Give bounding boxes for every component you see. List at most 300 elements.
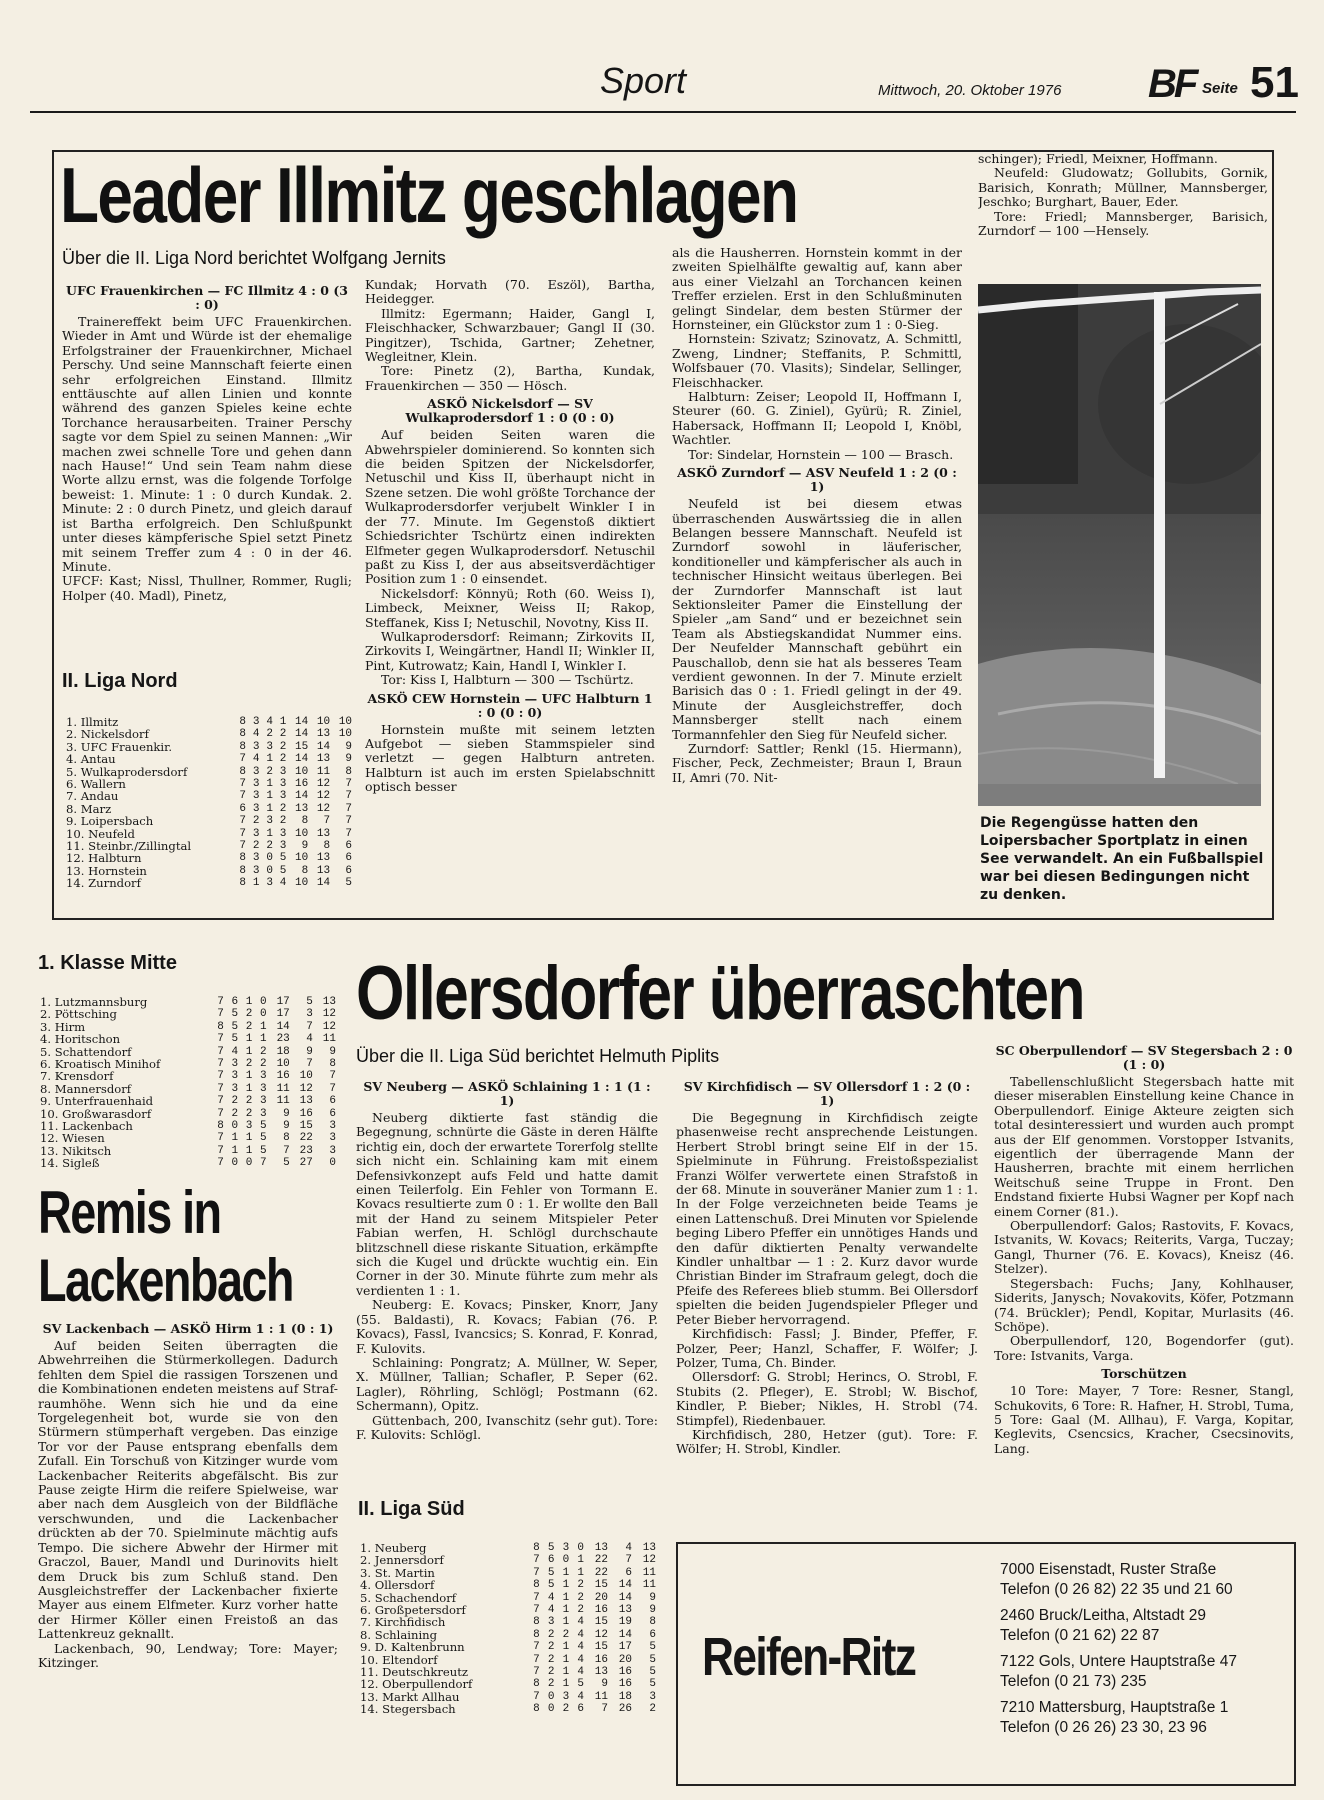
- table-row: [66, 790, 352, 802]
- sued-column-2: [676, 1076, 978, 1538]
- stat-cell: 11: [642, 1566, 656, 1579]
- page-header: [30, 60, 1300, 110]
- byline-sued: Über die II. Liga Süd berichtet Helmuth Piplits: [356, 1046, 720, 1066]
- stat-cell: 11: [276, 1095, 290, 1108]
- team-name: 3. St. Martin: [360, 1565, 435, 1580]
- table-row: [40, 1157, 336, 1169]
- ad-location-1: [1000, 1560, 1290, 1600]
- stat-cell: 3: [260, 1082, 267, 1095]
- ad-address: 2460 Bruck/Leitha, Altstadt 29: [1000, 1607, 1206, 1624]
- paragraph: Hornstein mußte mit seinem letzten Aufgebot — sieben Stammspieler sind verletzt — gegen Halbturn antreten. Halbturn ist auch im ersten Spielabschnitt optisch besser: [365, 721, 655, 795]
- team-name: 14. Zurndorf: [66, 876, 141, 891]
- match-heading: SV Kirchfidisch — SV Ollersdorf 1 : 2 (0 : 1): [683, 1079, 971, 1108]
- team-name: 7. Kirchfidisch: [360, 1615, 446, 1630]
- stat-cell: 3: [252, 802, 260, 815]
- stat-cell: 13: [316, 827, 331, 840]
- stat-cell: 4: [306, 1033, 313, 1046]
- stat-cell: 0: [329, 1157, 336, 1170]
- stat-cell: 13: [295, 802, 309, 815]
- paragraph: Trainereffekt beim UFC Frauenkirchen. Wieder in Amt und Würde ist der ehemalige Erfolgstrainer der Frauenkirchner, Michael Perschy. Und seine Mannschaft feierte einen sehr erfolgreichen Einstand. Illmitz enttäuschte auf allen Linien und konnte während des ganzen Spieles keine echte Torchance herausarbeiten. Trainer Perschy sagte vor dem Spiel zu seinen Mannen: „Wir machen zwei schnelle Tore und gehen dann nach Hause!“ Und sein Team nahm diese Worte allzu ernst, was die folgende Torfolge beweist: 1. Minute: 1 : 0 durch Kundak. 2. Minute: 2 : 0 durch Pinetz, und gleich darauf ist Bartha erfolgreich. Den Schlußpunkt unter dieses kämpferische Spiel setzt Pinetz mit seinem Treffer zum 4 : 0 in der 46. Minute.: [62, 314, 352, 574]
- stat-cell: 7: [239, 778, 246, 791]
- paragraph: Ollersdorf: G. Strobl; Herincs, O. Strobl, F. Stubits (2. Pfleger), E. Strobl; W. Bischof, Kindler, P. Bieber; Nikles, H. Strobl (74. Stimpfel), Riedenbauer.: [676, 1369, 978, 1428]
- stat-cell: 8: [301, 815, 309, 828]
- stat-cell: 17: [618, 1641, 632, 1654]
- team-name: 6. Großpetersdorf: [360, 1603, 466, 1618]
- stat-cell: 8: [217, 1120, 224, 1133]
- stat-cell: 2: [279, 740, 287, 753]
- stat-cell: 18: [276, 1045, 290, 1058]
- stat-cell: 4: [577, 1653, 585, 1666]
- stat-cell: 15: [295, 740, 309, 753]
- team-name: 14. Stegersbach: [360, 1702, 456, 1717]
- match-heading: ASKÖ Zurndorf — ASV Neufeld 1 : 2 (0 : 1): [677, 465, 957, 495]
- stat-cell: 1: [231, 1132, 239, 1145]
- issue-date: Mittwoch, 20. Oktober 1976: [878, 82, 1062, 99]
- stat-cell: 8: [239, 716, 246, 728]
- stat-cell: 7: [533, 1604, 540, 1617]
- stat-cell: 12: [322, 1008, 336, 1021]
- stat-cell: 3: [260, 1070, 267, 1083]
- newspaper-logo: BF: [1148, 62, 1196, 106]
- stat-cell: 4: [577, 1628, 585, 1641]
- paragraph: schinger); Friedl, Meixner, Hoffmann.: [978, 152, 1218, 166]
- ad-address: 7210 Mattersburg, Hauptstraße 1: [1000, 1699, 1229, 1716]
- stat-cell: 2: [231, 1107, 239, 1120]
- team-name: 9. D. Kaltenbrunn: [360, 1640, 465, 1655]
- ad-phone: Telefon (0 21 73) 235: [1000, 1673, 1147, 1690]
- stat-cell: 3: [252, 778, 260, 791]
- stat-cell: 1: [562, 1678, 570, 1691]
- match-heading: SV Lackenbach — ASKÖ Hirm 1 : 1 (0 : 1): [42, 1321, 334, 1336]
- stat-cell: 3: [279, 827, 287, 840]
- stat-cell: 1: [245, 1082, 253, 1095]
- stat-cell: 1: [245, 1070, 253, 1083]
- stat-cell: 7: [239, 827, 246, 840]
- team-name: 2. Jennersdorf: [360, 1553, 444, 1568]
- ad-phone: Telefon (0 21 62) 22 87: [1000, 1627, 1160, 1644]
- stat-cell: 14: [316, 740, 331, 753]
- stat-cell: 10: [295, 852, 309, 865]
- stat-cell: 2: [266, 765, 273, 778]
- stat-cell: 9: [329, 1045, 336, 1058]
- team-name: 10. Neufeld: [66, 826, 135, 841]
- team-name: 8. Schlaining: [360, 1627, 438, 1642]
- nord-column-4: [978, 152, 1268, 278]
- stat-cell: 6: [345, 840, 352, 853]
- stat-cell: 13: [322, 996, 336, 1008]
- paragraph: Tor: Sindelar, Hornstein — 100 — Brasch.: [688, 446, 954, 462]
- team-name: 13. Nikitsch: [40, 1143, 112, 1158]
- team-name: 3. Hirm: [40, 1019, 86, 1034]
- stat-cell: 6: [239, 802, 246, 815]
- stat-cell: 12: [642, 1554, 656, 1567]
- team-name: 11. Deutschkreutz: [360, 1665, 468, 1680]
- stat-cell: 10: [276, 1058, 290, 1071]
- stat-cell: 2: [279, 802, 287, 815]
- stat-cell: 2: [245, 1008, 253, 1021]
- stat-cell: 5: [306, 996, 313, 1008]
- stat-cell: 17: [276, 1008, 290, 1021]
- ad-location-4: [1000, 1698, 1290, 1738]
- team-name: 4. Ollersdorf: [360, 1578, 435, 1593]
- stat-cell: 3: [279, 765, 287, 778]
- stat-cell: 5: [260, 1132, 267, 1145]
- stat-cell: 5: [547, 1566, 555, 1579]
- stat-cell: 4: [577, 1690, 585, 1703]
- stat-cell: 22: [299, 1132, 313, 1145]
- headline-remis-line2: Lackenbach: [38, 1247, 293, 1314]
- stat-cell: 5: [577, 1678, 585, 1691]
- stat-cell: 1: [245, 996, 253, 1008]
- stat-cell: 4: [577, 1641, 585, 1654]
- stat-cell: 6: [649, 1628, 656, 1641]
- stat-cell: 8: [533, 1703, 540, 1716]
- team-name: 9. Unterfrauenhaid: [40, 1094, 154, 1109]
- stat-cell: 1: [562, 1666, 570, 1679]
- paragraph: Nickelsdorf: Könnyü; Roth (60. Weiss I), Limbeck, Meixner, Weiss II; Rakop, Steffanek, Kiss I; Netuschil, Novotny, Kiss II.: [365, 585, 655, 630]
- stat-cell: 7: [533, 1554, 540, 1567]
- paragraph: Neuberg: E. Kovacs; Pinsker, Knorr, Jany (55. Baldasti), R. Kovacs; Fabian (76. P. Kovacs), Fassl, Ivancsics; S. Konrad, F. Konrad, F. Kulovits.: [356, 1297, 658, 1356]
- header-rule: [30, 111, 1296, 113]
- team-name: 1. Neuberg: [360, 1541, 427, 1555]
- stat-cell: 4: [577, 1616, 585, 1629]
- stat-cell: 10: [295, 765, 309, 778]
- stat-cell: 6: [345, 852, 352, 865]
- stat-cell: 6: [577, 1703, 585, 1716]
- stat-cell: 10: [316, 716, 331, 728]
- stat-cell: 0: [231, 1157, 239, 1170]
- stat-cell: 11: [642, 1579, 656, 1592]
- ad-brand: Reifen-Ritz: [702, 1627, 916, 1687]
- paragraph: Lackenbach, 90, Lendway; Tore: Mayer; Kitzinger.: [38, 1640, 338, 1670]
- table-row: [40, 1008, 336, 1020]
- paragraph: Neuberg diktierte fast ständig die Begegnung, schnürte die Gäste in deren Hälfte richtig ein, doch der erwartete Torerfolg stellte sich nicht ein. Schlaining kam mit einem Defensivkonzept aufs Feld und hatte damit einen Teilerfolg. Ein Fehler von Tormann E. Kovacs resultierte zum 0 : 1. Er wollte den Ball mit der Hand zu seinem Mitspieler Peter Fabian werfen, H. Schlögl durchschaute blitzschnell diese riskante Situation, erkämpfte sich die Kugel und drückte wuchtig ein. Ein Corner in der 30. Minute führte zum mehr als verdienten 1 : 1.: [356, 1110, 658, 1298]
- headline-remis-line1: Remis in: [38, 1179, 221, 1246]
- table-row: [360, 1554, 656, 1566]
- match-heading: SC Oberpullendorf — SV Stegersbach 2 : 0 (1 : 0): [995, 1043, 1293, 1072]
- stat-cell: 3: [231, 1082, 239, 1095]
- team-name: 3. UFC Frauenkir.: [66, 739, 173, 754]
- stat-cell: 7: [217, 996, 224, 1008]
- team-name: 4. Horitschon: [40, 1032, 121, 1047]
- stat-cell: 8: [329, 1058, 336, 1071]
- stat-cell: 8: [239, 852, 246, 865]
- stat-cell: 14: [618, 1628, 632, 1641]
- stat-cell: 8: [533, 1628, 540, 1641]
- stat-cell: 9: [283, 1120, 290, 1133]
- team-name: 11. Steinbr./Zillingtal: [66, 839, 192, 854]
- stat-cell: 15: [299, 1120, 313, 1133]
- stat-cell: 2: [279, 753, 287, 766]
- stat-cell: 1: [245, 1144, 253, 1157]
- stat-cell: 9: [345, 740, 352, 753]
- stat-cell: 9: [306, 1045, 313, 1058]
- stat-cell: 16: [276, 1070, 290, 1083]
- stat-cell: 2: [252, 815, 260, 828]
- stat-cell: 14: [295, 753, 309, 766]
- stat-cell: 7: [533, 1591, 540, 1604]
- stat-cell: 2: [245, 1107, 253, 1120]
- stat-cell: 7: [217, 1107, 224, 1120]
- stat-cell: 3: [649, 1690, 656, 1703]
- stat-cell: 7: [345, 827, 352, 840]
- paragraph: Oberpullendorf, 120, Bogendorfer (gut). Tore: Istvanits, Varga.: [994, 1333, 1294, 1363]
- stat-cell: 1: [245, 1033, 253, 1046]
- stat-cell: 5: [649, 1666, 656, 1679]
- stat-cell: 13: [299, 1095, 313, 1108]
- ad-address: 7122 Gols, Untere Hauptstraße 47: [1000, 1653, 1237, 1670]
- stat-cell: 7: [345, 778, 352, 791]
- stat-cell: 4: [547, 1591, 555, 1604]
- stat-cell: 7: [260, 1157, 267, 1170]
- stat-cell: 7: [217, 1132, 224, 1145]
- byline-nord: Über die II. Liga Nord berichtet Wolfgang Jernits: [62, 248, 446, 268]
- stat-cell: 3: [245, 1120, 253, 1133]
- stat-cell: 1: [562, 1616, 570, 1629]
- stat-cell: 0: [562, 1554, 570, 1567]
- paragraph: Schlaining: Pongratz; A. Müllner, W. Seper, X. Müllner, Tallian; Schafler, P. Seper (62. Lagler), Röhrling, Schlögl; Postmann (62. Schermann), Opitz.: [356, 1354, 658, 1414]
- team-name: 1. Illmitz: [66, 715, 119, 729]
- stat-cell: 13: [316, 728, 331, 741]
- stat-cell: 7: [306, 1020, 313, 1033]
- stat-cell: 7: [345, 802, 352, 815]
- stat-cell: 5: [260, 1120, 267, 1133]
- paragraph: Auf beiden Seiten überragten die Abwehrreihen die Stürmerkollegen. Dadurch fehlten dem Spiel die rassigen Torszenen und die Kombinationen endeten meistens auf Straf-raumhöhe. Wenn sich hie und da eine Torgelegenheit bot, wurde sie von den Stürmern stümperhaft vergeben. Das einzige Tor vor der Pause entsprang ebenfalls dem Zufall. Ein Torschuß von Kitzinger wurde vom Lackenbacher Reiterits abgefälscht. Bis zur Pause zeigte Hirm die reifere Spielweise, war aber nach dem Ausgleich von der Bildfläche verschwunden, und die Lackenbacher drückten ab der 70. Spielminute mächtig aufs Tempo. Die sichere Abwehr der Hirmer mit Graczol, Bauer, Mandl und Durinovits hielt dem Druck bis zum Schluß stand. Den Ausgleichstreffer der Lackenbacher fixierte Mayer aus einem Elfmeter. Kurz vorher hatte der Hirmer Köller einen Freistoß an das Lattenkreuz geknallt.: [38, 1338, 338, 1642]
- stat-cell: 8: [533, 1678, 540, 1691]
- stat-cell: 16: [299, 1107, 313, 1120]
- stat-cell: 1: [266, 827, 273, 840]
- stat-cell: 2: [547, 1653, 555, 1666]
- team-name: 5. Wulkaprodersdorf: [66, 764, 188, 779]
- team-name: 13. Hornstein: [66, 863, 147, 878]
- table-title-nord: II. Liga Nord: [62, 670, 178, 692]
- team-name: 12. Oberpullendorf: [360, 1677, 473, 1692]
- team-name: 12. Halbturn: [66, 851, 142, 866]
- stat-cell: 2: [260, 1045, 267, 1058]
- paragraph: Tore: Friedl; Mannsberger, Barisich, Zurndorf — 100 —Hensely.: [978, 208, 1268, 239]
- stat-cell: 22: [594, 1566, 608, 1579]
- stat-cell: 1: [562, 1653, 570, 1666]
- stat-cell: 3: [252, 790, 260, 803]
- team-name: 10. Eltendorf: [360, 1652, 438, 1667]
- stat-cell: 3: [329, 1144, 336, 1157]
- team-name: 1. Lutzmannsburg: [40, 995, 148, 1009]
- stat-cell: 8: [533, 1616, 540, 1629]
- stat-cell: 7: [217, 1082, 224, 1095]
- stat-cell: 12: [322, 1020, 336, 1033]
- stat-cell: 1: [252, 877, 260, 890]
- match-heading: ASKÖ Nickelsdorf — SV Wulkaprodersdorf 1 : 0 (0 : 0): [405, 396, 615, 426]
- stat-cell: 17: [276, 996, 290, 1008]
- stat-cell: 9: [649, 1604, 656, 1617]
- stat-cell: 0: [266, 864, 273, 877]
- stat-cell: 13: [594, 1542, 608, 1554]
- team-name: 14. Sigleß: [40, 1156, 100, 1171]
- stat-cell: 3: [266, 815, 273, 828]
- stat-cell: 5: [345, 877, 352, 890]
- stat-cell: 23: [276, 1033, 290, 1046]
- stat-cell: 11: [276, 1082, 290, 1095]
- stat-cell: 10: [295, 877, 309, 890]
- stat-cell: 3: [260, 1107, 267, 1120]
- stat-cell: 20: [594, 1591, 608, 1604]
- table-title-sued: II. Liga Süd: [358, 1498, 465, 1520]
- team-name: 5. Schattendorf: [40, 1044, 132, 1059]
- stat-cell: 0: [547, 1703, 555, 1716]
- stat-cell: 6: [345, 864, 352, 877]
- paragraph: Halbturn: Zeiser; Leopold II, Hoffmann I, Steurer (60. G. Ziniel), Gyürü; R. Ziniel, Habersack, Hoffmann II; Leopold I, Knöbl, Wachtler.: [672, 389, 962, 448]
- stat-cell: 14: [316, 877, 331, 890]
- stat-cell: 2: [279, 728, 287, 741]
- stat-cell: 2: [562, 1703, 570, 1716]
- paragraph: Kirchfidisch: Fassl; J. Binder, Pfeffer, F. Polzer, Peer; Hanzl, Schaffer, F. Wölfer; J. Polzer, Tuma, Ch. Binder.: [676, 1326, 978, 1370]
- stat-cell: 10: [295, 827, 309, 840]
- stat-cell: 7: [533, 1666, 540, 1679]
- stat-cell: 8: [533, 1542, 540, 1554]
- team-name: 7. Andau: [66, 789, 119, 804]
- match-heading: UFC Frauenkirchen — FC Illmitz 4 : 0 (3 : 0): [66, 283, 348, 312]
- ad-locations: [1000, 1560, 1290, 1738]
- stat-cell: 12: [316, 802, 331, 815]
- stat-cell: 9: [345, 753, 352, 766]
- stat-cell: 10: [338, 716, 352, 728]
- stat-cell: 8: [239, 728, 246, 741]
- stat-cell: 2: [266, 840, 273, 853]
- stat-cell: 1: [245, 1132, 253, 1145]
- stat-cell: 1: [577, 1566, 585, 1579]
- stat-cell: 3: [329, 1120, 336, 1133]
- stat-cell: 7: [239, 753, 246, 766]
- stat-cell: 2: [547, 1628, 555, 1641]
- photo-graphic: [978, 284, 1261, 806]
- stat-cell: 7: [533, 1653, 540, 1666]
- stat-cell: 10: [338, 728, 352, 741]
- stat-cell: 7: [329, 1082, 336, 1095]
- stat-cell: 14: [618, 1579, 632, 1592]
- stat-cell: 16: [295, 778, 309, 791]
- table-row: [360, 1579, 656, 1591]
- stat-cell: 26: [618, 1703, 632, 1716]
- stat-cell: 3: [231, 1058, 239, 1071]
- team-name: 4. Antau: [66, 752, 116, 767]
- stat-cell: 4: [252, 728, 260, 741]
- stat-cell: 2: [577, 1591, 585, 1604]
- sued-column-1: [356, 1076, 658, 1480]
- headline-ollersdorfer: Ollersdorfer überraschten: [356, 951, 1084, 1036]
- stat-cell: 7: [625, 1554, 632, 1567]
- stat-cell: 13: [316, 753, 331, 766]
- stat-cell: 3: [266, 877, 273, 890]
- stat-cell: 2: [547, 1666, 555, 1679]
- stat-cell: 2: [577, 1604, 585, 1617]
- paragraph: Zurndorf: Sattler; Renkl (15. Hiermann), Fischer, Peck, Zechmeister; Braun I, Braun II, Amri (70. Nit-: [672, 741, 962, 785]
- stat-cell: 20: [618, 1653, 632, 1666]
- stat-cell: 16: [594, 1604, 608, 1617]
- paragraph: Kundak; Horvath (70. Eszöl), Bartha, Heidegger.: [365, 278, 655, 307]
- stat-cell: 0: [245, 1157, 253, 1170]
- stat-cell: 1: [562, 1579, 570, 1592]
- stat-cell: 9: [301, 840, 309, 853]
- table-row: [40, 1033, 336, 1045]
- stat-cell: 12: [594, 1628, 608, 1641]
- ad-address: 7000 Eisenstadt, Ruster Straße: [1000, 1561, 1217, 1578]
- paragraph: Neufeld: Gludowatz; Gollubits, Gornik, Barisich, Konrath; Müllner, Mannsberger, Jeschko; Burghart, Bauer, Eder.: [978, 165, 1268, 210]
- stat-cell: 13: [594, 1666, 608, 1679]
- stat-cell: 1: [266, 790, 273, 803]
- stat-cell: 11: [316, 765, 331, 778]
- stat-cell: 3: [547, 1616, 555, 1629]
- table-row: [66, 852, 352, 864]
- stat-cell: 1: [260, 1033, 267, 1046]
- stat-cell: 16: [618, 1678, 632, 1691]
- stat-cell: 7: [533, 1566, 540, 1579]
- paragraph: Neufeld ist bei diesem etwas überraschenden Auswärtssieg die in allen Belangen bessere Mannschaft. Neufeld ist Zurndorf sowohl in läuferischer, konditioneller und kämpferischer als auch in technischer Hinsicht weitaus überlegen. Bei der Zurndorfer Mannschaft ist laut Sektionsleiter Pamer die Einstellung der Spieler „am Sand“ und er bezeichnet sein Team als Abstiegskandidat Nummer eins. Der Neufelder Mannschaft gebührt ein Pauschallob, denn sie hat als besseres Team verdient gewonnen. In der 7. Minute erzielt Barisich das 0 : 1. Friedl gelingt in der 49. Minute der Ausgleichstreffer, doch Mannsberger stellt nach einem Tormannfehler den Sieg für Neufeld sicher.: [672, 496, 962, 742]
- stat-cell: 1: [562, 1604, 570, 1617]
- stat-cell: 3: [252, 740, 260, 753]
- stat-cell: 16: [594, 1653, 608, 1666]
- paragraph: Oberpullendorf: Galos; Rastovits, F. Kovacs, Istvanits, W. Kovacs; Reiterits, Varga, Tuczay; Gangl, Thurner (76. E. Kovacs), Kneisz (46. Stelzer).: [994, 1218, 1294, 1277]
- paragraph: als die Hausherren. Hornstein kommt in der zweiten Spielhälfte gewaltig auf, kann aber aus einer Vielzahl an Torchancen keinen Treffer erzielen. Erst in den Schlußminuten gelingt Sindelar, dem besten Stürmer der Hornsteiner, ein Glückstor zum 1 : 0-Sieg.: [672, 246, 962, 333]
- paragraph: Hornstein: Szivatz; Szinovatz, A. Schmittl, Zweng, Lindner; Steffanits, P. Schmittl, Wolfsbauer (70. Vlasits); Sindelar, Sellinger, Fleischhacker.: [672, 331, 962, 390]
- stat-cell: 3: [252, 765, 260, 778]
- stat-cell: 3: [252, 716, 260, 728]
- stat-cell: 7: [217, 1033, 224, 1046]
- stat-cell: 7: [345, 815, 352, 828]
- stat-cell: 8: [323, 840, 331, 853]
- stat-cell: 2: [649, 1703, 656, 1716]
- table-row: [40, 1132, 336, 1144]
- table-row: [66, 728, 352, 740]
- stat-cell: 7: [217, 1157, 224, 1170]
- stat-cell: 14: [295, 728, 309, 741]
- stat-cell: 0: [547, 1690, 555, 1703]
- paragraph: Güttenbach, 200, Ivanschitz (sehr gut). Tore: F. Kulovits: Schlögl.: [356, 1412, 658, 1442]
- stat-cell: 1: [279, 716, 287, 728]
- stat-cell: 2: [245, 1095, 253, 1108]
- standings-table-mitte: [40, 996, 336, 1170]
- stat-cell: 27: [299, 1157, 313, 1170]
- stat-cell: 7: [217, 1058, 224, 1071]
- stat-cell: 13: [618, 1604, 632, 1617]
- stat-cell: 0: [266, 852, 273, 865]
- team-name: 8. Mannersdorf: [40, 1081, 132, 1096]
- stat-cell: 8: [239, 864, 246, 877]
- photo-caption: Die Regengüsse hatten den Loipersbacher Sportplatz in einen See verwandelt. An ein Fußballspiel war bei diesen Bedingungen nicht zu denken.: [980, 815, 1264, 903]
- nord-column-1: [62, 280, 352, 654]
- paragraph: Auf beiden Seiten waren die Abwehrspieler dominierend. So konnten sich die beiden Spitzen der Nickelsdorfer, Netuschil und Kiss II, überhaupt nicht in Szene setzen. Die wohl größte Torchance der Wulkaprodersdorfer verjubelt Winkler I in der 77. Minute. Im Gegenstoß diktiert Schiedsrichter Tschürtz einen indirekten Elfmeter gegen Wulkaprodersdorf. Netuschil paßt zu Kiss I, der aus abseitsverdächtiger Position zum 1 : 0 einsendet.: [365, 427, 655, 587]
- paragraph: Kirchfidisch, 280, Hetzer (gut). Tore: F. Wölfer; H. Strobl, Kindler.: [676, 1426, 978, 1457]
- stat-cell: 13: [642, 1542, 656, 1554]
- headline-leader-illmitz: Leader Illmitz geschlagen: [60, 151, 798, 239]
- stat-cell: 3: [260, 1095, 267, 1108]
- table-row: [360, 1703, 656, 1715]
- paragraph: Tor: Kiss I, Halbturn — 300 — Tschürtz.: [381, 672, 634, 688]
- team-name: 6. Wallern: [66, 777, 126, 792]
- stat-cell: 3: [231, 1070, 239, 1083]
- stat-cell: 2: [260, 1058, 267, 1071]
- stat-cell: 13: [316, 864, 331, 877]
- stat-cell: 2: [252, 840, 260, 853]
- stat-cell: 7: [239, 840, 246, 853]
- paragraph: 10 Tore: Mayer, 7 Tore: Resner, Stangl, Schukovits, 6 Tore: R. Hafner, H. Strobl, Tuma, 5 Tore: Gaal (M. Allhau), F. Varga, Kopitar, Keglevits, Csencsics, Kracher, Csecsinovits, Lang.: [994, 1383, 1294, 1456]
- stat-cell: 1: [562, 1566, 570, 1579]
- stat-cell: 7: [217, 1008, 224, 1021]
- table-row: [40, 1070, 336, 1082]
- stat-cell: 5: [260, 1144, 267, 1157]
- paragraph: Tabellenschlußlicht Stegersbach hatte mit dieser miserablen Einstellung keine Chance in Oberpullendorf. Einige Akteure zeigten sich total desinteressiert und wurden auch prompt aus der Elf genommen. Vorstopper Istvanits, eigentlich der überragende Mann der Hausherren, brachte mit einem herrlichen Weitschuß seine Truppe in Front. Den Endstand fixierte Hubsi Wagner per Kopf nach einem Corner (81.).: [994, 1074, 1294, 1219]
- stat-cell: 7: [533, 1690, 540, 1703]
- stat-cell: 7: [533, 1641, 540, 1654]
